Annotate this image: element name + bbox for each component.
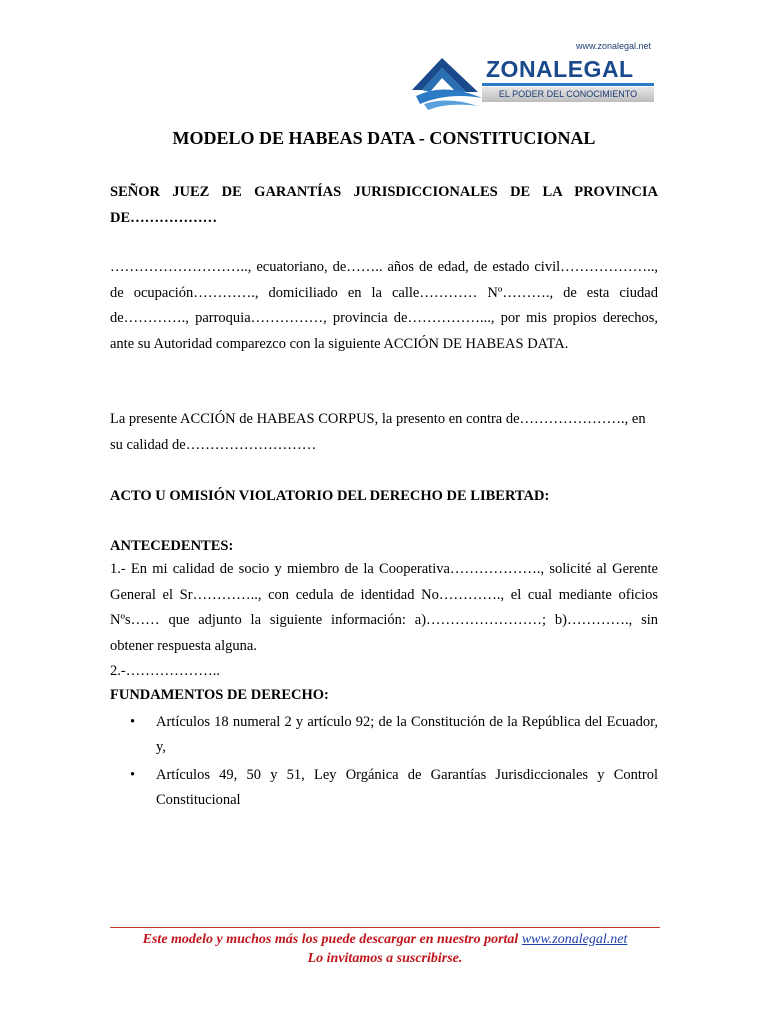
list-item: • Artículos 18 numeral 2 y artículo 92; de la Constitución de la República del Ecuador, y, [110,710,658,760]
intro-paragraph: ……………………….., ecuatoriano, de…….. años de edad, de estado civil……………….., de ocupación…………., domiciliado en la calle………… Nº………., de esta ciudad de…………., parroquia……………, provincia de……………..., por mis propios derechos, ante su Autoridad comparezco con la siguiente ACCIÓN DE HABEAS DATA. [110,259,658,352]
footer-line-1 [110,930,660,949]
antecedente-2: 2.-……………….. [110,663,220,679]
violation-heading: ACTO U OMISIÓN VIOLATORIO DEL DERECHO DE LIBERTAD: [110,488,550,504]
footer [110,930,660,968]
list-item: • Artículos 49, 50 y 51, Ley Orgánica de Garantías Jurisdiccionales y Control Constitucional [110,763,658,813]
logo-url: www.zonalegal.net [576,41,652,51]
fundamentos-list [110,710,658,816]
fundamentos-heading: FUNDAMENTOS DE DERECHO: [110,687,329,703]
against-paragraph: La presente ACCIÓN de HABEAS CORPUS, la presento en contra de…………………., en su calidad de……………………… [110,411,646,453]
footer-link[interactable]: www.zonalegal.net [521,932,628,947]
antecedente-1: 1.- En mi calidad de socio y miembro de la Cooperativa………………., solicité al Gerente General el Sr………….., con cedula de identidad No…………., el cual mediante oficios Nºs…… que adjunto la siguiente información: a)……………………; b)…………., sin obtener respuesta alguna. [110,561,658,654]
footer-text: Este modelo y muchos más los puede descargar en nuestro portal [142,932,519,947]
addressee: SEÑOR JUEZ DE GARANTÍAS JURISDICCIONALES DE LA PROVINCIA DE……………… [110,184,658,226]
antecedentes-heading: ANTECEDENTES: [110,538,234,554]
logo-tagline: EL PODER DEL CONOCIMIENTO [482,87,654,102]
footer-line-2: Lo invitamos a suscribirse. [307,951,463,966]
logo-name: ZONALEGAL [486,56,634,82]
logo-divider [482,83,654,86]
document-title: MODELO DE HABEAS DATA - CONSTITUCIONAL [172,128,596,148]
footer-divider [110,927,660,928]
zonalegal-logo-icon [408,52,486,110]
